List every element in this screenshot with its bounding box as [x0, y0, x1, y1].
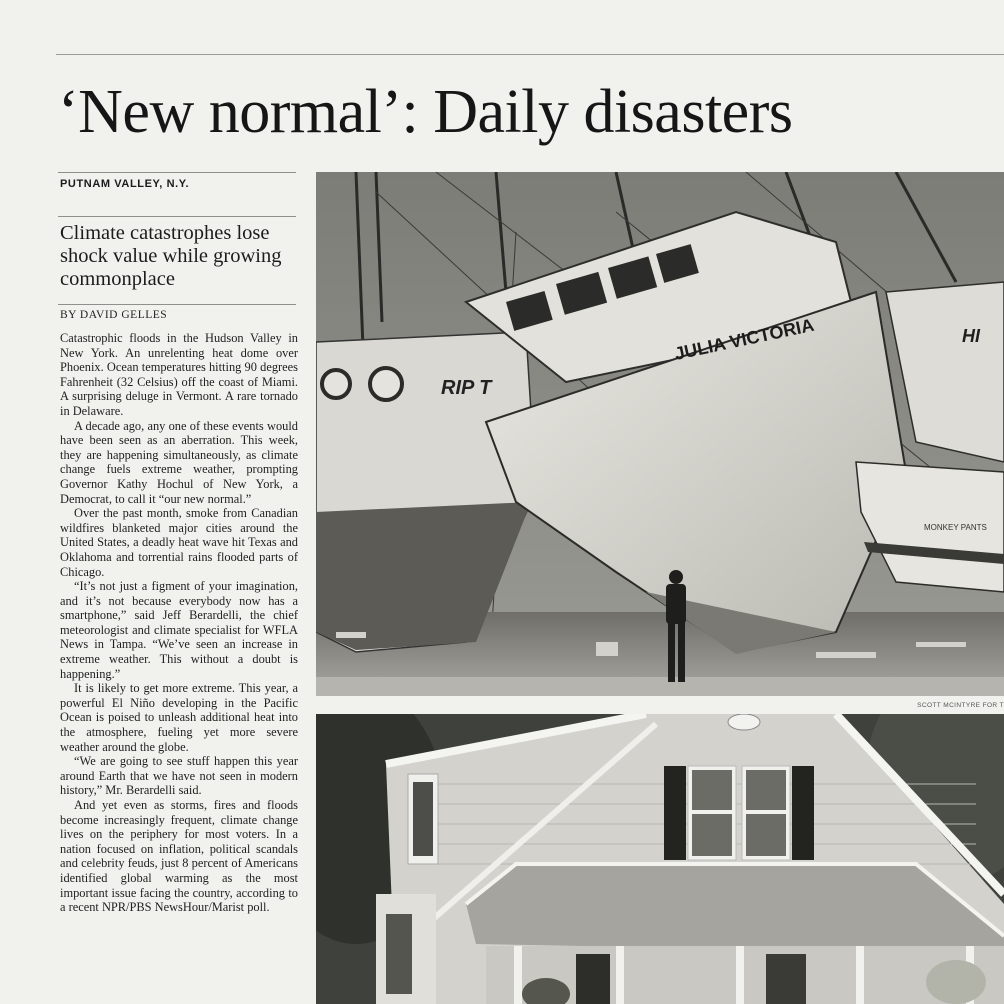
house-photo [316, 714, 1004, 1004]
article-body [60, 331, 298, 1004]
paragraph: “We are going to see stuff happen this year around Earth that we have not seen in modern history,” Mr. Berardelli said. [60, 754, 298, 798]
hull-name-julia-victoria: JULIA VICTORIA [672, 314, 816, 364]
boats-photo [316, 172, 1004, 696]
boats-photo-illustration [316, 172, 1004, 696]
deck-subheadline: Climate catastrophes lose shock value while growing commonplace [60, 222, 282, 290]
divider [58, 304, 296, 305]
divider [58, 216, 296, 217]
hull-name-monkey-pants: MONKEY PANTS [924, 523, 987, 532]
paragraph: It is likely to get more extreme. This year, a powerful El Niño developing in the Pacific Ocean is poised to unleash additional heat into the atmosphere, fueling yet more severe weather around the globe. [60, 681, 298, 754]
hull-name-hi: HI [962, 326, 980, 346]
paragraph: Over the past month, smoke from Canadian wildfires blanketed major cities around the United States, a deadly heat wave hit Texas and Oklahoma and torrential rains flooded parts of Chicago. [60, 506, 298, 579]
dateline: PUTNAM VALLEY, N.Y. [60, 178, 190, 190]
paragraph: “It’s not just a figment of your imagination, and it’s not because everybody now has a smartphone,” said Jeff Berardelli, the chief meteorologist and climate specialist for WFLA News in Tampa. “We’ve seen an increase in extreme weather. This without a doubt is happening.” [60, 579, 298, 681]
house-photo-illustration [316, 714, 1004, 1004]
byline: BY DAVID GELLES [60, 309, 168, 321]
paragraph: Catastrophic floods in the Hudson Valley in New York. An unrelenting heat dome over Phoenix. Ocean temperatures hitting 90 degrees Fahrenheit (32 Celsius) off the coast of Miami. A surprising deluge in Vermont. A rare tornado in Delaware. [60, 331, 298, 418]
top-rule [56, 54, 1004, 55]
headline: ‘New normal’: Daily disasters [58, 78, 793, 146]
photo-credit: SCOTT MCINTYRE FOR T [917, 702, 1004, 709]
paragraph: A decade ago, any one of these events would have been seen as an aberration. This week, they are happening simultaneously, as climate change fuels extreme weather, prompting Governor Kathy Hochul of New York, a Democrat, to call it “our new normal.” [60, 418, 298, 506]
paragraph: And yet even as storms, fires and floods become increasingly frequent, climate change lives on the periphery for most voters. In a nation focused on inflation, political scandals and celebrity feuds, just 8 percent of Americans identified global warming as the most important issue facing the country, according to a recent NPR/PBS NewsHour/Marist poll. [60, 798, 298, 915]
hull-name-rip: RIP T [441, 377, 492, 399]
divider [58, 172, 296, 173]
